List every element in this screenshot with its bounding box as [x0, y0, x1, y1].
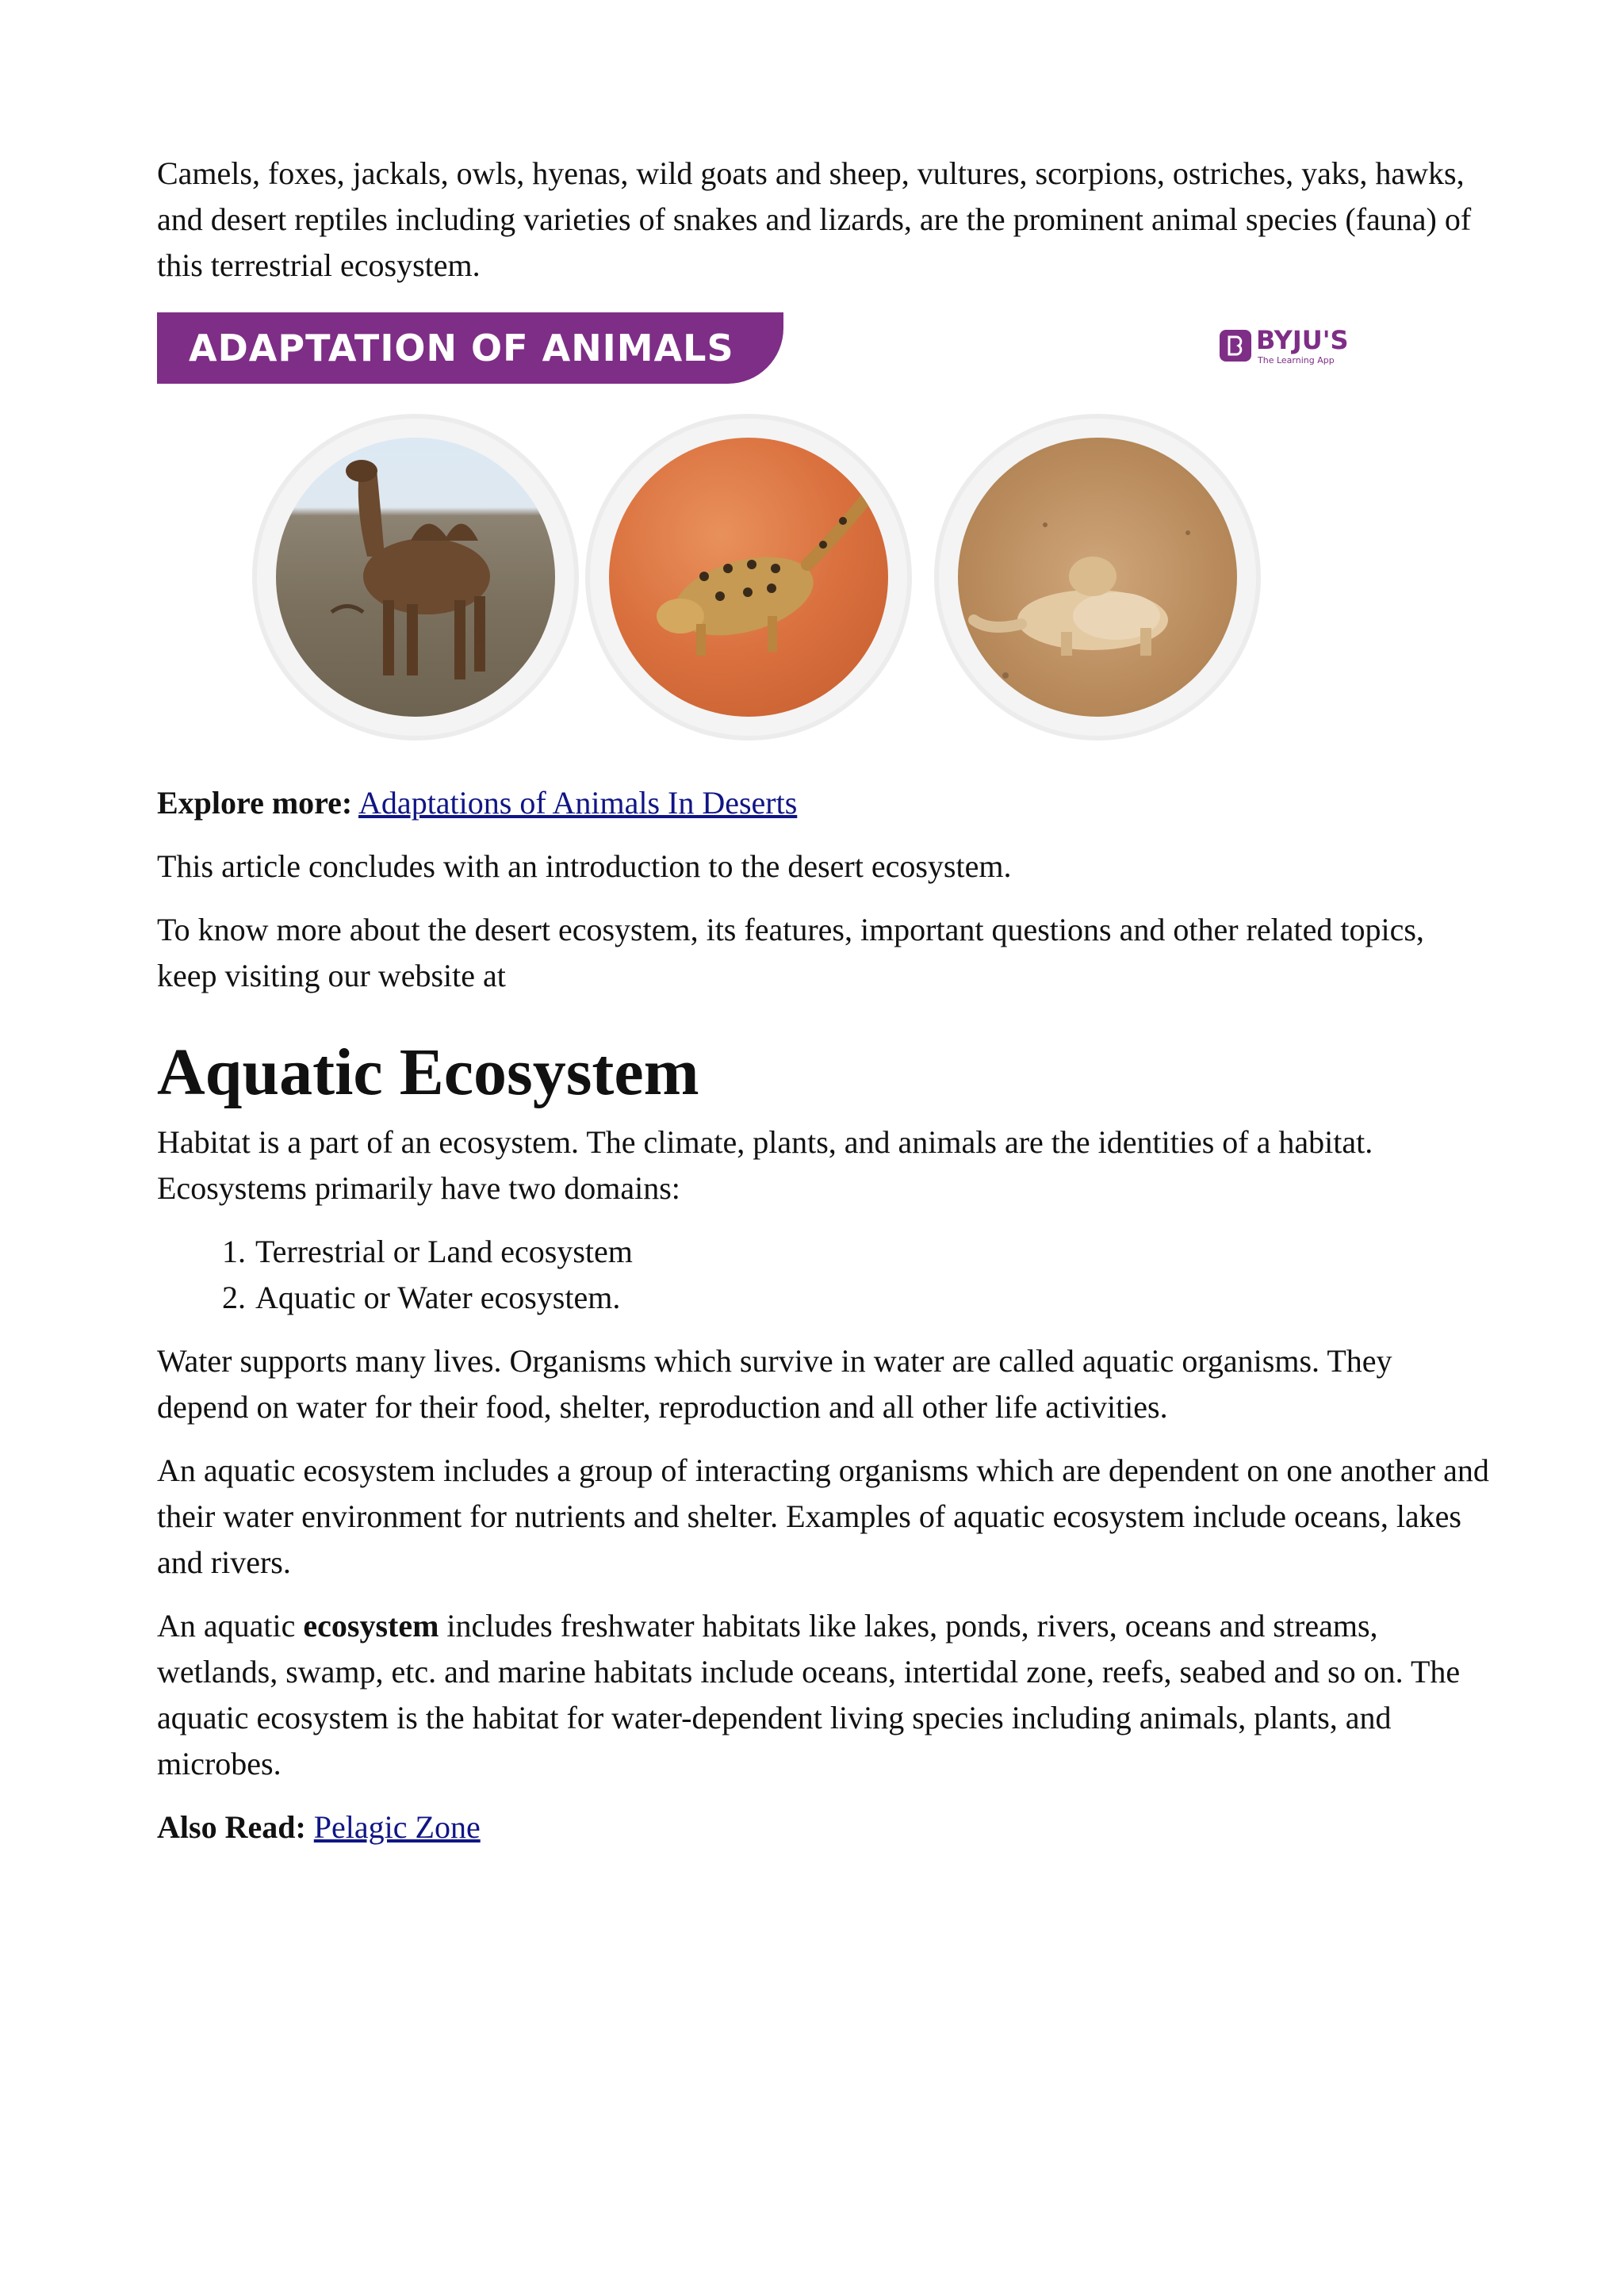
camel-image — [276, 438, 555, 717]
habitats-paragraph — [157, 1603, 1489, 1787]
list-item: 1. Terrestrial or Land ecosystem — [254, 1229, 1489, 1275]
adaptations-link[interactable]: Adaptations of Animals In Deserts — [358, 785, 798, 821]
habitats-text-start: An aquatic — [157, 1608, 304, 1644]
visit-paragraph: To know more about the desert ecosystem, its features, important questions and other related topics, keep visiting our website at — [157, 912, 1424, 993]
habitat-paragraph: Habitat is a part of an ecosystem. The climate, plants, and animals are the identities of a habitat. Ecosystems primarily have two domains: — [157, 1124, 1373, 1206]
intro-paragraph: Camels, foxes, jackals, owls, hyenas, wild goats and sheep, vultures, scorpions, ostriches, yaks, hawks, and desert reptiles including varieties of snakes and lizards, are the prominent animal species (fauna) of this terrestrial ecosystem. — [157, 155, 1472, 283]
list-item: 2. Aquatic or Water ecosystem. — [254, 1275, 1489, 1321]
explore-label: Explore more: — [157, 785, 353, 821]
conclusion-paragraph: This article concludes with an introduction to the desert ecosystem. — [157, 848, 1012, 884]
logo-tagline: The Learning App — [1258, 355, 1335, 365]
also-read — [157, 1804, 1489, 1850]
thorny-devil-image — [609, 438, 888, 717]
thorny-devil-image-frame — [585, 414, 912, 740]
figure-banner — [157, 312, 783, 384]
article-page — [157, 151, 1489, 1850]
section-title: Aquatic Ecosystem — [157, 1035, 699, 1109]
explore-more — [157, 780, 1489, 826]
water-paragraph: Water supports many lives. Organisms which survive in water are called aquatic organisms. They depend on water for their food, shelter, reproduction and all other life activities. — [157, 1343, 1392, 1425]
aquatic-paragraph: An aquatic ecosystem includes a group of interacting organisms which are dependent on one another and their water environment for nutrients and shelter. Examples of aquatic ecosystem include oceans, lakes and rivers. — [157, 1452, 1489, 1580]
lizard-image-frame — [934, 414, 1261, 740]
habitats-bold-word: ecosystem — [303, 1608, 439, 1644]
camel-image-frame — [252, 414, 579, 740]
byjus-logo-icon — [1220, 330, 1251, 362]
banner-title: ADAPTATION OF ANIMALS — [189, 327, 734, 369]
adaptation-figure — [157, 312, 1362, 756]
domains-list — [157, 1229, 1489, 1321]
lizard-image — [958, 438, 1237, 717]
pelagic-zone-link[interactable]: Pelagic Zone — [313, 1809, 481, 1845]
habitats-text-end: includes freshwater habitats like lakes, ponds, rivers, oceans and streams, wetlands, swamp, etc. and marine habitats include oceans, intertidal zone, reefs, seabed and so on. The aquatic ecosystem is the habitat for water-dependent living species including animals, plants, and microbes. — [157, 1608, 1461, 1781]
logo-name: BYJU'S — [1256, 325, 1349, 355]
also-read-label: Also Read: — [157, 1809, 306, 1845]
